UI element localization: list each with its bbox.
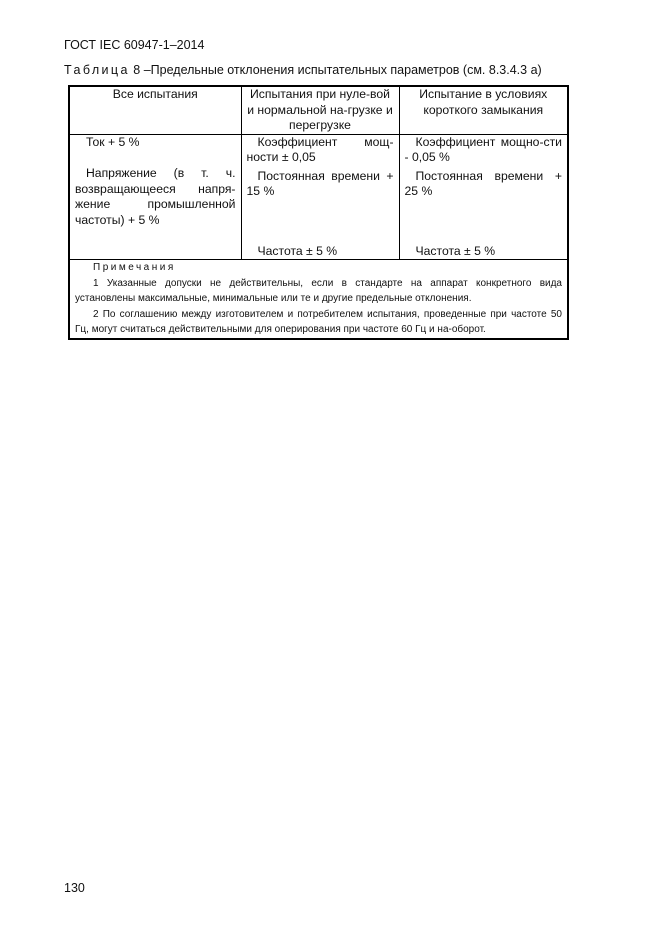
table-body-row: [69, 134, 568, 260]
notes-title: Примечания: [93, 262, 176, 273]
notes-cell: [69, 260, 568, 339]
cell-short-circuit-tests: [399, 134, 568, 260]
table-caption: [64, 63, 542, 77]
power-factor-tolerance: Коэффициент мощ-ности ± 0,05: [246, 134, 394, 164]
note-1: 1 Указанные допуски не действительны, если в стандарте на аппарат конкретного вида установлены максимальные, минимальные или те и другие предельные отклонения.: [75, 277, 562, 304]
sc-frequency-tolerance: Частота ± 5 %: [415, 243, 496, 258]
header-all-tests: Все испытания: [69, 86, 241, 134]
frequency-tolerance: Частота ± 5 %: [257, 243, 338, 258]
note-2: 2 По соглашению между изготовителем и потребителем испытания, проведенные при частоте 50 Гц, могут считаться действительными для оперирования при частоте 60 Гц и на-оборот.: [75, 308, 562, 335]
cell-load-tests: [241, 134, 399, 260]
page-number: 130: [64, 881, 85, 895]
table-caption-word: Таблица: [64, 63, 130, 77]
header-short-circuit-tests: Испытание в условиях короткого замыкания: [399, 86, 568, 134]
cell-all-tests: [69, 134, 241, 260]
table-notes-row: [69, 260, 568, 339]
header-load-tests: Испытания при нуле-вой и нормальной на-грузке и перегрузке: [241, 86, 399, 134]
time-constant-tolerance: Постоянная времени + 15 %: [246, 168, 394, 198]
sc-power-factor-tolerance: Коэффициент мощно-сти - 0,05 %: [404, 134, 562, 164]
voltage-tolerance: Напряжение (в т. ч. возвращающееся напря-жение промышленной частоты) + 5 %: [75, 166, 236, 227]
table-header-row: [69, 86, 568, 134]
tolerances-table: [68, 85, 569, 340]
standard-code: ГОСТ IEC 60947-1–2014: [64, 38, 205, 52]
table-caption-number: 8: [133, 63, 141, 77]
table-caption-text: –Предельные отклонения испытательных параметров (см. 8.3.4.3 а): [143, 63, 542, 77]
sc-time-constant-tolerance: Постоянная времени + 25 %: [404, 168, 562, 198]
current-tolerance: Ток + 5 %: [86, 134, 140, 149]
